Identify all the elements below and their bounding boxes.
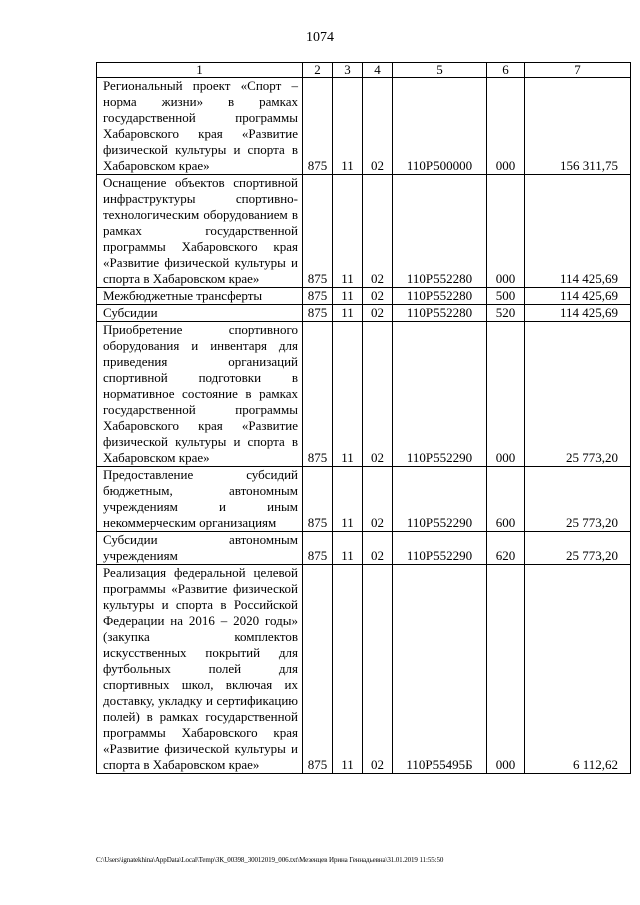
cell-admin-code: 875 <box>303 288 333 305</box>
row-description: Субсидии <box>97 305 303 322</box>
row-description: Реализация федеральной целевой программы «Развитие физической культуры и спорта в Российской Федерации на 2016 – 2020 годы» (закупка комплектов искусственных покрытий для футбольных полей для спортивных школ, включая их доставку, укладку и сертификацию полей) в рамках государственной программы Хабаровского края «Развитие физической культуры и спорта в Хабаровском крае» <box>97 565 303 774</box>
row-description: Приобретение спортивного оборудования и инвентаря для приведения организаций спортивной подготовки в нормативное состояние в рамках государственной программы Хабаровского края «Развитие физической культуры и спорта в Хабаровском крае» <box>97 322 303 467</box>
table-row <box>97 532 631 565</box>
cell-section: 11 <box>333 322 363 467</box>
cell-target-article: 110P552290 <box>393 467 487 532</box>
table-row <box>97 175 631 288</box>
cell-section: 11 <box>333 532 363 565</box>
cell-target-article: 110P500000 <box>393 78 487 175</box>
cell-subsection: 02 <box>363 305 393 322</box>
cell-section: 11 <box>333 565 363 774</box>
row-description: Субсидии автономным учреждениям <box>97 532 303 565</box>
cell-amount: 6 112,62 <box>525 565 631 774</box>
cell-target-article: 110P552280 <box>393 288 487 305</box>
cell-section: 11 <box>333 175 363 288</box>
table-header-row <box>97 63 631 78</box>
cell-subsection: 02 <box>363 288 393 305</box>
cell-subsection: 02 <box>363 322 393 467</box>
table-row <box>97 565 631 774</box>
row-description: Оснащение объектов спортивной инфраструктуры спортивно-технологическим оборудованием в рамках государственной программы Хабаровского края «Развитие физической культуры и спорта в Хабаровском крае» <box>97 175 303 288</box>
cell-subsection: 02 <box>363 467 393 532</box>
table-row <box>97 288 631 305</box>
cell-amount: 25 773,20 <box>525 532 631 565</box>
cell-admin-code: 875 <box>303 305 333 322</box>
header-cell: 5 <box>393 63 487 78</box>
table-row <box>97 305 631 322</box>
header-cell: 1 <box>97 63 303 78</box>
table-row <box>97 78 631 175</box>
cell-section: 11 <box>333 288 363 305</box>
cell-expense-type: 620 <box>487 532 525 565</box>
cell-amount: 114 425,69 <box>525 305 631 322</box>
cell-amount: 114 425,69 <box>525 288 631 305</box>
cell-expense-type: 000 <box>487 322 525 467</box>
cell-admin-code: 875 <box>303 175 333 288</box>
cell-admin-code: 875 <box>303 467 333 532</box>
header-cell: 4 <box>363 63 393 78</box>
cell-expense-type: 000 <box>487 565 525 774</box>
header-cell: 6 <box>487 63 525 78</box>
cell-subsection: 02 <box>363 565 393 774</box>
cell-amount: 156 311,75 <box>525 78 631 175</box>
cell-admin-code: 875 <box>303 532 333 565</box>
page-number: 1074 <box>306 30 334 45</box>
cell-target-article: 110P552280 <box>393 175 487 288</box>
cell-expense-type: 600 <box>487 467 525 532</box>
cell-amount: 114 425,69 <box>525 175 631 288</box>
row-description: Региональный проект «Спорт – норма жизни» в рамках государственной программы Хабаровского края «Развитие физической культуры и спорта в Хабаровском крае» <box>97 78 303 175</box>
cell-subsection: 02 <box>363 532 393 565</box>
cell-target-article: 110P552290 <box>393 532 487 565</box>
cell-section: 11 <box>333 305 363 322</box>
table-row <box>97 322 631 467</box>
cell-amount: 25 773,20 <box>525 467 631 532</box>
header-cell: 2 <box>303 63 333 78</box>
cell-admin-code: 875 <box>303 565 333 774</box>
row-description: Предоставление субсидий бюджетным, автономным учреждениям и иным некоммерческим организациям <box>97 467 303 532</box>
cell-admin-code: 875 <box>303 78 333 175</box>
budget-table <box>96 62 631 774</box>
header-cell: 3 <box>333 63 363 78</box>
cell-amount: 25 773,20 <box>525 322 631 467</box>
cell-target-article: 110P552280 <box>393 305 487 322</box>
cell-target-article: 110P55495Б <box>393 565 487 774</box>
cell-admin-code: 875 <box>303 322 333 467</box>
cell-expense-type: 500 <box>487 288 525 305</box>
cell-subsection: 02 <box>363 175 393 288</box>
file-path-footer: C:\Users\ignatekhina\AppData\Local\Temp\ЗК_00398_30012019_006.txt\Мезенцев Ирина Геннадьевна\31.01.2019 11:55:50 <box>96 856 444 864</box>
cell-section: 11 <box>333 467 363 532</box>
cell-expense-type: 000 <box>487 78 525 175</box>
cell-expense-type: 520 <box>487 305 525 322</box>
cell-subsection: 02 <box>363 78 393 175</box>
row-description: Межбюджетные трансферты <box>97 288 303 305</box>
table-row <box>97 467 631 532</box>
cell-target-article: 110P552290 <box>393 322 487 467</box>
cell-expense-type: 000 <box>487 175 525 288</box>
cell-section: 11 <box>333 78 363 175</box>
header-cell: 7 <box>525 63 631 78</box>
